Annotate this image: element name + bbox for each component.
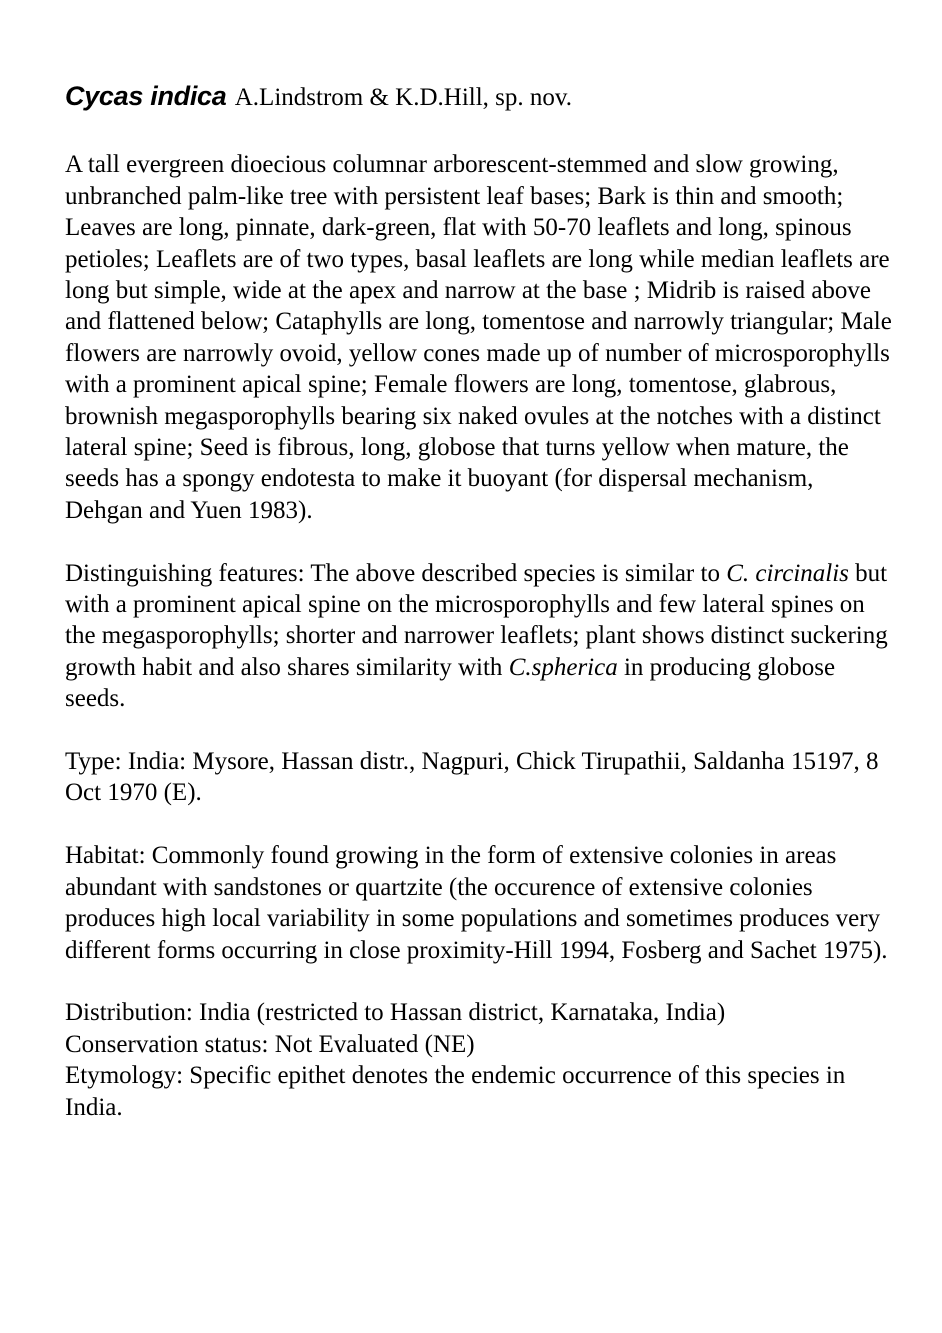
distinguishing-text-3: in producing globose seeds. bbox=[65, 653, 836, 713]
document-page bbox=[65, 76, 895, 1123]
type-paragraph: Type: India: Mysore, Hassan distr., Nagpuri, Chick Tirupathii, Saldanha 15197, 8 Oct 1970 (E). bbox=[65, 748, 879, 807]
etymology-line: Etymology: Specific epithet denotes the endemic occurrence of this species in India. bbox=[65, 1062, 846, 1121]
conservation-status-line: Conservation status: Not Evaluated (NE) bbox=[65, 1030, 475, 1058]
distinguishing-text-1: Distinguishing features: The above described species is similar to bbox=[65, 559, 727, 587]
distribution-line: Distribution: India (restricted to Hassan district, Karnataka, India) bbox=[65, 999, 726, 1027]
taxon-circinalis: C. circinalis bbox=[726, 559, 849, 587]
distinguishing-features-paragraph bbox=[65, 558, 895, 715]
habitat-paragraph: Habitat: Commonly found growing in the form of extensive colonies in areas abundant with sandstones or quartzite (the occurence of extensive colonies produces high local variability in some populations and sometimes produces very different forms occurring in close proximity-Hill 1994, Fosberg and Sachet 1975). bbox=[65, 842, 888, 964]
distinguishing-text-2: but with a prominent apical spine on the microsporophylls and few lateral spines on the megasporophylls; shorter and narrower leaflets; plant shows distinct suckering growth habit and also shares similarity with bbox=[65, 559, 888, 681]
species-name: Cycas indica bbox=[65, 81, 227, 111]
description-paragraph: A tall evergreen dioecious columnar arborescent-stemmed and slow growing, unbranched palm-like tree with persistent leaf bases; Bark is thin and smooth; Leaves are long, pinnate, dark-green, flat with 50-70 leaflets and long, spinous petioles; Leaflets are of two types, basal leaflets are long while median leaflets are long but simple, wide at the apex and narrow at the base ; Midrib is raised above and flattened below; Cataphylls are long, tomentose and narrowly triangular; Male flowers are narrowly ovoid, yellow cones made up of number of microsporophylls with a prominent apical spine; Female flowers are long, tomentose, glabrous, brownish megasporophylls bearing six naked ovules at the notches with a distinct lateral spine; Seed is fibrous, long, globose that turns yellow when mature, the seeds has a spongy endotesta to make it buoyant (for dispersal mechanism, Dehgan and Yuen 1983). bbox=[65, 151, 892, 524]
taxon-spherica: C.spherica bbox=[508, 653, 618, 681]
species-authority: A.Lindstrom & K.D.Hill, sp. nov. bbox=[234, 84, 573, 111]
species-heading bbox=[65, 76, 895, 118]
